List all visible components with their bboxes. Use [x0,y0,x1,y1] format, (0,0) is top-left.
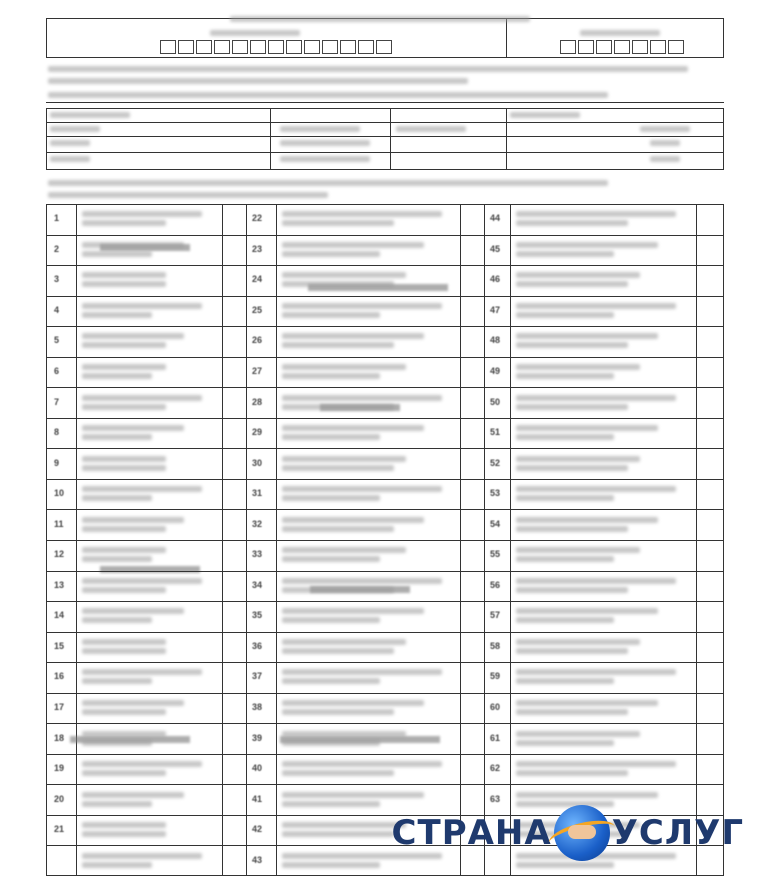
row-number: 35 [252,610,263,621]
row-number: 48 [490,335,501,346]
row-number: 19 [54,763,65,774]
row-number: 53 [490,488,501,499]
row-number: 41 [252,793,263,804]
row-number: 18 [54,732,65,743]
row-number: 10 [54,488,65,499]
code-cells-left [160,40,394,54]
row-number: 27 [252,366,263,376]
row-number: 63 [490,793,501,804]
row-number: 39 [252,732,263,743]
row-number: 42 [252,824,263,835]
row-number: 26 [252,335,263,346]
row-number: 14 [54,610,65,621]
row-number: 55 [490,549,501,560]
header-title [230,16,530,22]
row-number: 11 [54,518,64,529]
row-number: 34 [252,579,263,590]
row-number: 51 [490,427,501,438]
row-number: 24 [252,274,263,285]
row-number: 16 [54,671,65,682]
row-number: 40 [252,763,263,774]
row-number: 32 [252,518,263,529]
row-number: 60 [490,702,501,712]
row-number: 58 [490,640,501,651]
brand-logo [392,805,744,861]
row-number: 3 [54,274,60,285]
row-number: 56 [490,579,501,590]
row-number: 33 [252,549,263,560]
row-number: 15 [54,640,65,651]
row-number: 7 [54,396,60,407]
row-number: 1 [54,213,60,224]
code-cells-right [560,40,686,54]
row-number: 25 [252,304,263,315]
row-number: 12 [54,549,65,560]
row-number: 13 [54,579,65,590]
info-block [46,108,724,170]
row-number: 17 [54,702,65,712]
row-number: 37 [252,671,263,682]
row-number: 31 [252,488,263,499]
row-number: 29 [252,427,263,438]
logo-text-right: УСЛУГ [611,813,744,853]
row-number: 8 [54,427,60,438]
row-number: 5 [54,335,60,346]
row-number: 52 [490,457,501,468]
row-number: 6 [54,366,60,376]
document-page [40,12,730,884]
globe-handshake-icon [554,805,610,861]
row-number: 50 [490,396,501,407]
row-number: 45 [490,243,501,254]
row-number: 38 [252,702,263,712]
row-number: 2 [54,243,60,254]
row-number: 20 [54,793,65,804]
row-number: 44 [490,213,501,224]
row-number: 54 [490,518,501,529]
row-number: 62 [490,763,501,774]
row-number: 49 [490,366,501,376]
row-number: 36 [252,640,263,651]
row-number: 30 [252,457,263,468]
row-number: 9 [54,457,60,468]
row-number: 46 [490,274,501,285]
row-number: 4 [54,304,60,315]
row-number: 47 [490,304,501,315]
row-number: 57 [490,610,501,621]
row-number: 61 [490,732,501,743]
row-number: 22 [252,213,263,224]
row-number: 23 [252,243,263,254]
row-number: 59 [490,671,501,682]
row-number: 28 [252,396,263,407]
section-heading [100,566,200,573]
row-number: 21 [54,824,65,835]
row-number: 43 [252,854,263,865]
logo-text-left: СТРАНА [391,813,552,853]
